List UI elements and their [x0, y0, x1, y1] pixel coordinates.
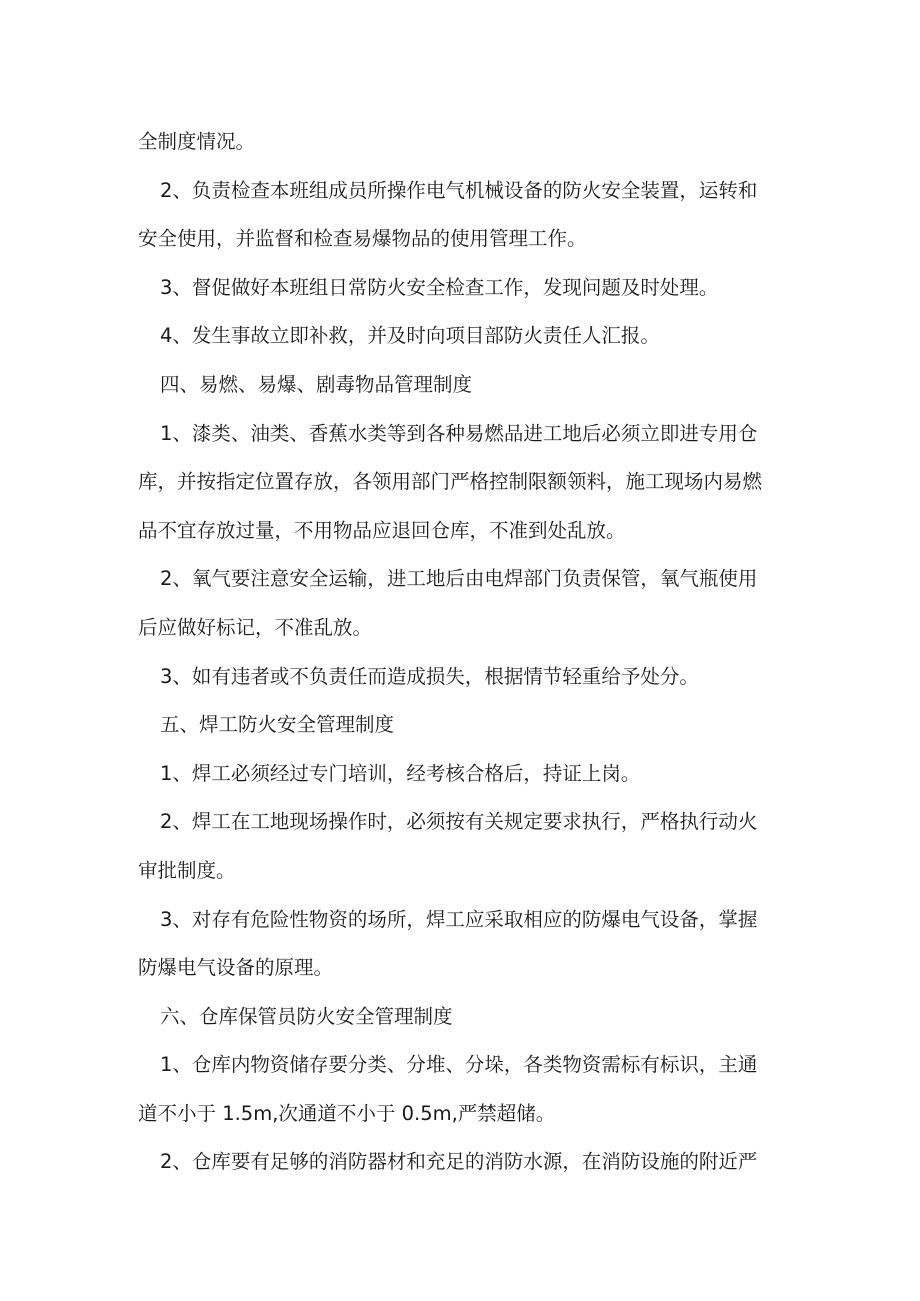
- section-heading: 六、仓库保管员防火安全管理制度: [160, 1004, 453, 1028]
- text-line: 2、仓库要有足够的消防器材和充足的消防水源，在消防设施的附近严: [160, 1150, 758, 1174]
- text-line: 2、焊工在工地现场操作时，必须按有关规定要求执行，严格执行动火: [160, 810, 758, 834]
- text-line: 3、对存有危险性物资的场所，焊工应采取相应的防爆电气设备，掌握: [160, 907, 758, 931]
- text-line: 品不宜存放过量，不用物品应退回仓库，不准到处乱放。: [138, 518, 626, 542]
- text-line: 2、负责检查本班组成员所操作电气机械设备的防火安全装置，运转和: [160, 178, 758, 202]
- text-line: 2、氧气要注意安全运输，进工地后由电焊部门负责保管，氧气瓶使用: [160, 567, 758, 591]
- text-line: 1、漆类、油类、香蕉水类等到各种易燃品进工地后必须立即进专用仓: [160, 421, 758, 445]
- document-page: [138, 118, 788, 1187]
- section-heading: 四、易燃、易爆、剧毒物品管理制度: [160, 372, 473, 396]
- text-line: 4、发生事故立即补救，并及时向项目部防火责任人汇报。: [160, 324, 660, 348]
- text-line: 审批制度。: [138, 858, 236, 882]
- text-line: 防爆电气设备的原理。: [138, 956, 334, 980]
- text-line: 道不小于 1.5m,次通道不小于 0.5m,严禁超储。: [138, 1101, 556, 1125]
- text-line: 全制度情况。: [138, 130, 256, 153]
- text-line: 1、仓库内物资储存要分类、分堆、分垛，各类物资需标有标识，主通: [160, 1053, 758, 1077]
- section-heading: 五、焊工防火安全管理制度: [160, 713, 395, 737]
- text-line: 3、督促做好本班组日常防火安全检查工作，发现问题及时处理。: [160, 275, 719, 299]
- text-line: 安全使用，并监督和检查易爆物品的使用管理工作。: [138, 227, 587, 251]
- text-line: 3、如有违者或不负责任而造成损失，根据情节轻重给予处分。: [160, 664, 699, 688]
- text-line: 库，并按指定位置存放，各领用部门严格控制限额领料，施工现场内易燃: [138, 470, 763, 494]
- text-line: 后应做好标记，不准乱放。: [138, 615, 373, 639]
- text-line: 1、焊工必须经过专门培训，经考核合格后，持证上岗。: [160, 761, 641, 785]
